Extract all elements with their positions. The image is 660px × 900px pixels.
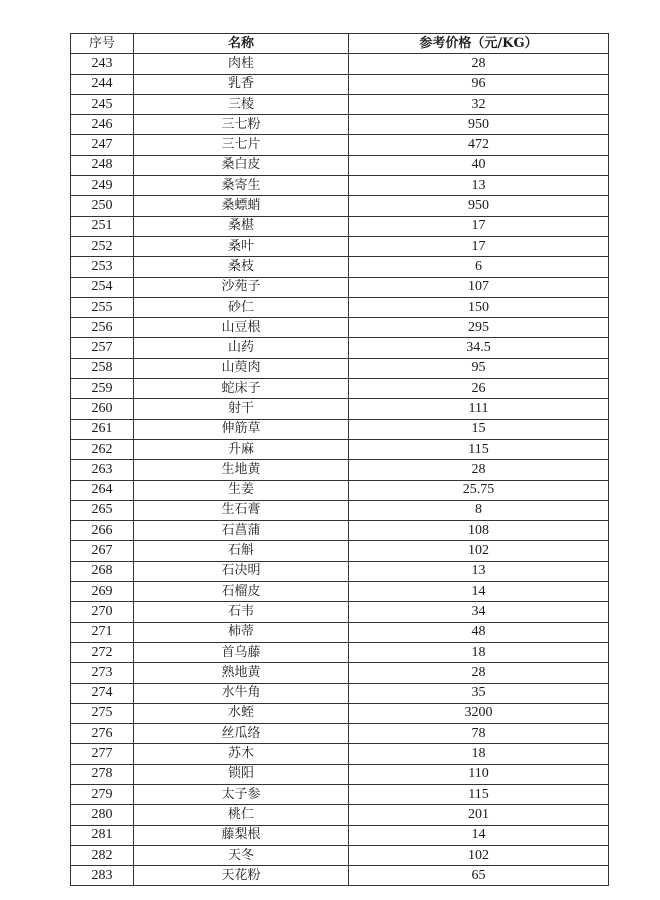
cell-price: 26 — [349, 379, 609, 399]
header-row — [71, 34, 609, 54]
table-row — [71, 94, 609, 114]
cell-name: 石韦 — [134, 602, 349, 622]
cell-index: 271 — [71, 622, 134, 642]
cell-name: 桑螵蛸 — [134, 196, 349, 216]
cell-index: 245 — [71, 94, 134, 114]
table-row — [71, 622, 609, 642]
cell-index: 265 — [71, 500, 134, 520]
cell-price: 8 — [349, 500, 609, 520]
table-row — [71, 277, 609, 297]
table-row — [71, 297, 609, 317]
cell-name: 桃仁 — [134, 805, 349, 825]
price-table — [70, 33, 609, 886]
cell-price: 95 — [349, 358, 609, 378]
cell-index: 268 — [71, 561, 134, 581]
cell-price: 15 — [349, 419, 609, 439]
cell-name: 桑寄生 — [134, 176, 349, 196]
table-row — [71, 399, 609, 419]
cell-name: 桑枝 — [134, 257, 349, 277]
cell-name: 水牛角 — [134, 683, 349, 703]
cell-index: 248 — [71, 155, 134, 175]
cell-index: 260 — [71, 399, 134, 419]
header-name: 名称 — [134, 34, 349, 54]
cell-price: 14 — [349, 825, 609, 845]
cell-price: 65 — [349, 866, 609, 886]
table-row — [71, 825, 609, 845]
table-row — [71, 155, 609, 175]
table-row — [71, 54, 609, 74]
cell-price: 96 — [349, 74, 609, 94]
cell-price: 17 — [349, 216, 609, 236]
cell-index: 243 — [71, 54, 134, 74]
cell-index: 253 — [71, 257, 134, 277]
cell-index: 279 — [71, 784, 134, 804]
cell-price: 110 — [349, 764, 609, 784]
table-row — [71, 439, 609, 459]
table-row — [71, 744, 609, 764]
cell-price: 40 — [349, 155, 609, 175]
table-row — [71, 379, 609, 399]
table-row — [71, 541, 609, 561]
cell-name: 三七粉 — [134, 115, 349, 135]
cell-index: 254 — [71, 277, 134, 297]
cell-name: 石菖蒲 — [134, 521, 349, 541]
cell-name: 三七片 — [134, 135, 349, 155]
table-row — [71, 115, 609, 135]
cell-index: 272 — [71, 642, 134, 662]
cell-price: 28 — [349, 460, 609, 480]
cell-index: 267 — [71, 541, 134, 561]
cell-price: 950 — [349, 115, 609, 135]
table-row — [71, 866, 609, 886]
cell-price: 17 — [349, 236, 609, 256]
cell-price: 201 — [349, 805, 609, 825]
cell-price: 111 — [349, 399, 609, 419]
cell-price: 3200 — [349, 703, 609, 723]
cell-index: 281 — [71, 825, 134, 845]
table-row — [71, 764, 609, 784]
table-row — [71, 135, 609, 155]
cell-name: 三棱 — [134, 94, 349, 114]
table-row — [71, 338, 609, 358]
cell-index: 261 — [71, 419, 134, 439]
cell-index: 259 — [71, 379, 134, 399]
cell-price: 14 — [349, 582, 609, 602]
cell-price: 35 — [349, 683, 609, 703]
cell-name: 山萸肉 — [134, 358, 349, 378]
cell-index: 256 — [71, 318, 134, 338]
table-row — [71, 521, 609, 541]
cell-name: 山豆根 — [134, 318, 349, 338]
cell-name: 升麻 — [134, 439, 349, 459]
table-row — [71, 419, 609, 439]
table-row — [71, 236, 609, 256]
cell-index: 269 — [71, 582, 134, 602]
cell-price: 78 — [349, 724, 609, 744]
cell-index: 282 — [71, 845, 134, 865]
cell-index: 249 — [71, 176, 134, 196]
cell-name: 天花粉 — [134, 866, 349, 886]
cell-index: 273 — [71, 663, 134, 683]
cell-name: 伸筋草 — [134, 419, 349, 439]
header-price: 参考价格（元/KG） — [349, 34, 609, 54]
cell-index: 246 — [71, 115, 134, 135]
cell-name: 生地黄 — [134, 460, 349, 480]
table-row — [71, 602, 609, 622]
cell-price: 13 — [349, 561, 609, 581]
cell-name: 石斛 — [134, 541, 349, 561]
table-row — [71, 683, 609, 703]
cell-name: 生姜 — [134, 480, 349, 500]
cell-price: 150 — [349, 297, 609, 317]
cell-name: 太子参 — [134, 784, 349, 804]
cell-index: 278 — [71, 764, 134, 784]
table-row — [71, 318, 609, 338]
table-row — [71, 724, 609, 744]
table-row — [71, 74, 609, 94]
table-row — [71, 582, 609, 602]
cell-price: 107 — [349, 277, 609, 297]
cell-price: 18 — [349, 642, 609, 662]
cell-price: 108 — [349, 521, 609, 541]
cell-name: 射干 — [134, 399, 349, 419]
cell-name: 桑白皮 — [134, 155, 349, 175]
cell-index: 252 — [71, 236, 134, 256]
cell-name: 生石膏 — [134, 500, 349, 520]
cell-index: 255 — [71, 297, 134, 317]
cell-index: 276 — [71, 724, 134, 744]
cell-index: 275 — [71, 703, 134, 723]
table-row — [71, 805, 609, 825]
table-row — [71, 358, 609, 378]
cell-index: 283 — [71, 866, 134, 886]
cell-price: 48 — [349, 622, 609, 642]
cell-price: 102 — [349, 541, 609, 561]
table-body — [71, 54, 609, 886]
cell-price: 34 — [349, 602, 609, 622]
table-row — [71, 561, 609, 581]
table-row — [71, 216, 609, 236]
cell-price: 950 — [349, 196, 609, 216]
cell-name: 首乌藤 — [134, 642, 349, 662]
table-row — [71, 703, 609, 723]
cell-index: 247 — [71, 135, 134, 155]
cell-name: 藤梨根 — [134, 825, 349, 845]
header-index: 序号 — [71, 34, 134, 54]
cell-index: 258 — [71, 358, 134, 378]
table-row — [71, 663, 609, 683]
cell-index: 250 — [71, 196, 134, 216]
cell-name: 沙苑子 — [134, 277, 349, 297]
cell-price: 13 — [349, 176, 609, 196]
table-row — [71, 784, 609, 804]
cell-name: 熟地黄 — [134, 663, 349, 683]
cell-name: 山药 — [134, 338, 349, 358]
cell-index: 257 — [71, 338, 134, 358]
cell-name: 石榴皮 — [134, 582, 349, 602]
cell-name: 蛇床子 — [134, 379, 349, 399]
cell-name: 桑椹 — [134, 216, 349, 236]
cell-name: 锁阳 — [134, 764, 349, 784]
table-row — [71, 500, 609, 520]
cell-price: 102 — [349, 845, 609, 865]
cell-price: 472 — [349, 135, 609, 155]
cell-index: 274 — [71, 683, 134, 703]
table-row — [71, 480, 609, 500]
cell-name: 砂仁 — [134, 297, 349, 317]
cell-price: 115 — [349, 784, 609, 804]
cell-index: 266 — [71, 521, 134, 541]
cell-price: 25.75 — [349, 480, 609, 500]
cell-price: 28 — [349, 54, 609, 74]
cell-price: 32 — [349, 94, 609, 114]
table-row — [71, 176, 609, 196]
cell-name: 桑叶 — [134, 236, 349, 256]
table-row — [71, 196, 609, 216]
cell-name: 肉桂 — [134, 54, 349, 74]
cell-index: 244 — [71, 74, 134, 94]
cell-price: 28 — [349, 663, 609, 683]
cell-index: 280 — [71, 805, 134, 825]
cell-name: 石决明 — [134, 561, 349, 581]
cell-name: 乳香 — [134, 74, 349, 94]
cell-name: 天冬 — [134, 845, 349, 865]
cell-price: 295 — [349, 318, 609, 338]
cell-index: 251 — [71, 216, 134, 236]
cell-price: 34.5 — [349, 338, 609, 358]
cell-price: 18 — [349, 744, 609, 764]
table-row — [71, 642, 609, 662]
cell-name: 苏木 — [134, 744, 349, 764]
table-row — [71, 845, 609, 865]
table-row — [71, 257, 609, 277]
cell-index: 270 — [71, 602, 134, 622]
cell-name: 丝瓜络 — [134, 724, 349, 744]
cell-index: 264 — [71, 480, 134, 500]
cell-price: 115 — [349, 439, 609, 459]
cell-index: 263 — [71, 460, 134, 480]
cell-name: 水蛭 — [134, 703, 349, 723]
cell-index: 277 — [71, 744, 134, 764]
cell-price: 6 — [349, 257, 609, 277]
cell-index: 262 — [71, 439, 134, 459]
table-row — [71, 460, 609, 480]
cell-name: 柿蒂 — [134, 622, 349, 642]
